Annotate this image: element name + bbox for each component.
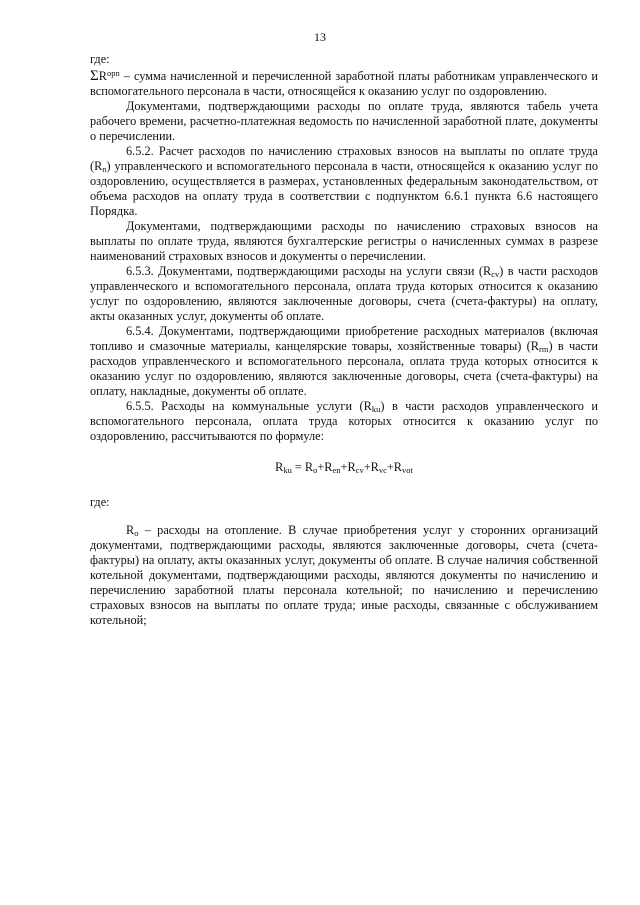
paragraph-6-5-4 xyxy=(90,324,598,399)
paragraph-6-5-2 xyxy=(90,144,598,219)
paragraph-6-5-3-text-b: ) в части расходов управленческого и вспомогательного персонала, оплата труда которых относится к оказанию услуг по оздоровлению, являются заключенные договоры, счета (счета-фактуры) на оплату, акты оказанных услуг, документы об оплате. xyxy=(90,264,598,323)
formula-lhs: R xyxy=(275,460,284,474)
paragraph-heating xyxy=(90,523,598,628)
heating-symbol: R xyxy=(126,523,135,537)
paragraph-6-5-4-subscript: rm xyxy=(538,344,549,354)
document-body xyxy=(90,52,598,628)
heating-subscript: o xyxy=(134,528,139,538)
paragraph-labor-documents: Документами, подтверждающими расходы по оплате труда, являются табель учета рабочего времени, расчетно-платежная ведомость по начисленной заработной плате, документы о перечислении. xyxy=(90,99,598,143)
formula-term-2: +R xyxy=(317,460,333,474)
formula-term-4-subscript: vc xyxy=(378,465,387,475)
sum-definition-text: – сумма начисленной и перечисленной заработной платы работникам управленческого и вспомогательного персонала в части, относящейся к оказанию услуг по оздоровлению. xyxy=(90,69,598,98)
paragraph-6-5-5-subscript: ku xyxy=(371,404,381,414)
paragraph-6-5-4-text-a: 6.5.4. Документами, подтверждающими приобретение расходных материалов (включая топливо и смазочные материалы, канцелярские товары, хозяйственные товары) (R xyxy=(90,324,598,353)
paragraph-6-5-3 xyxy=(90,264,598,324)
formula-term-4: +R xyxy=(363,460,379,474)
paragraph-6-5-5 xyxy=(90,399,598,444)
paragraph-6-5-2-text-b: ) управленческого и вспомогательного персонала в части, относящейся к оказанию услуг по оздоровлению, осуществляется в размерах, установленных федеральным законодательством, от объема расходов на оплату труда в соответствии с подпунктом 6.6.1 пункта 6.6 настоящего Порядка. xyxy=(90,159,598,218)
page-number: 13 xyxy=(314,30,326,44)
formula-term-3-subscript: cv xyxy=(355,465,364,475)
formula-lhs-subscript: ku xyxy=(283,465,292,475)
formula-term-1-subscript: o xyxy=(313,465,318,475)
sum-subscript: opn xyxy=(106,68,120,78)
utilities-formula xyxy=(90,460,598,475)
formula-equals: = R xyxy=(291,460,314,474)
where-label: где: xyxy=(90,52,110,66)
paragraph-6-5-3-subscript: cv xyxy=(491,269,500,279)
sigma-symbol: Σ xyxy=(90,68,99,84)
formula-term-3: +R xyxy=(340,460,356,474)
heating-text: – расходы на отопление. В случае приобретения услуг у сторонних организаций документами, подтверждающими расходы, являются заключенные договоры, счета (счета-фактуры) на оплату, акты оказанных услуг, документы об оплате. В случае наличия собственной котельной документами, подтверждающими расходы, являются документы по начислению и перечислению заработной платы персонала котельной; по начислению и перечислению страховых взносов на выплаты по оплате труда; иные расходы, связанные с обслуживанием котельной; xyxy=(90,523,598,627)
formula-term-5-subscript: vot xyxy=(402,465,413,475)
formula-term-5: +R xyxy=(386,460,403,474)
paragraph-6-5-2-subscript: n xyxy=(102,164,107,174)
where-label-2: где: xyxy=(90,495,110,509)
sum-definition xyxy=(90,69,598,99)
paragraph-6-5-3-text-a: 6.5.3. Документами, подтверждающими расходы на услуги связи (R xyxy=(126,264,492,278)
paragraph-6-5-2-text-a: 6.5.2. Расчет расходов по начислению страховых взносов на выплаты по оплате труда (R xyxy=(90,144,598,173)
paragraph-6-5-5-text-a: 6.5.5. Расходы на коммунальные услуги (R xyxy=(126,399,372,413)
paragraph-insurance-documents: Документами, подтверждающими расходы по начислению страховых взносов на выплаты по оплате труда, являются бухгалтерские регистры о начисленных суммах в разрезе наименований страховых взносов и документы о перечислении. xyxy=(90,219,598,263)
sum-symbol: R xyxy=(98,69,107,83)
paragraph-6-5-5-text-b: ) в части расходов управленческого и вспомогательного персонала, оплата труда которых относится к оказанию услуг по оздоровлению, рассчитываются по формуле: xyxy=(90,399,598,443)
formula-term-2-subscript: en xyxy=(332,465,341,475)
paragraph-6-5-4-text-b: ) в части расходов управленческого и вспомогательного персонала, оплата труда которых относится к оказанию услуг по оздоровлению, являются заключенные договоры, счета (счета-фактуры) на оплату, накладные, документы об оплате. xyxy=(90,339,598,398)
